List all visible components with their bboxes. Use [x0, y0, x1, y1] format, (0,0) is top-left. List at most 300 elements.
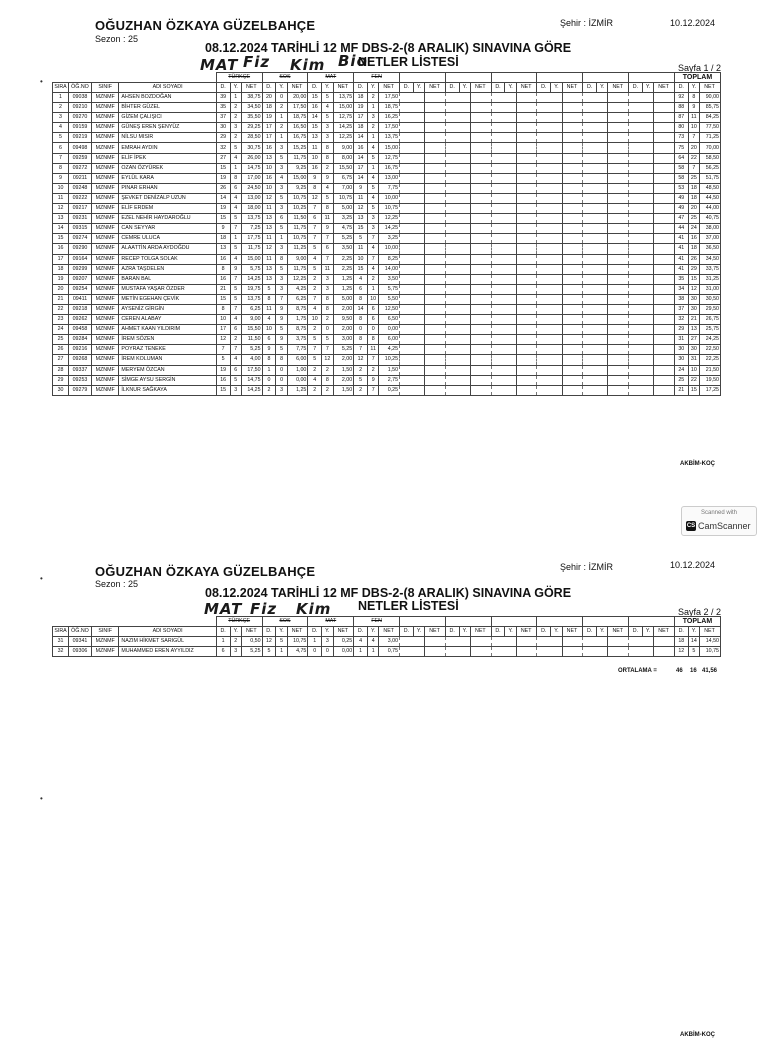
- empty-cell: [400, 224, 414, 234]
- row-score: 5: [230, 244, 241, 254]
- empty-cell: [597, 204, 608, 214]
- student-row: [53, 335, 721, 345]
- row-score: 4: [367, 173, 378, 183]
- empty-cell: [562, 325, 583, 335]
- empty-cell: [491, 153, 505, 163]
- row-total: 25: [674, 375, 688, 385]
- empty-cell: [642, 365, 653, 375]
- row-score: 1,50: [379, 365, 400, 375]
- empty-cell: [445, 244, 459, 254]
- empty-cell: [471, 143, 492, 153]
- empty-cell: [471, 284, 492, 294]
- empty-cell: [537, 385, 551, 395]
- row-score: 13,75: [333, 93, 354, 103]
- school-name: OĞUZHAN ÖZKAYA GÜZELBAHÇE: [95, 564, 316, 579]
- row-sinif: MZNMF: [91, 143, 118, 153]
- empty-cell: [425, 355, 446, 365]
- row-score: 0: [276, 93, 287, 103]
- column-header-net: NET: [333, 83, 354, 93]
- empty-cell: [562, 284, 583, 294]
- row-score: 5: [262, 647, 276, 657]
- empty-cell: [459, 244, 470, 254]
- empty-cell: [471, 385, 492, 395]
- empty-cell: [413, 325, 424, 335]
- empty-cell: [597, 193, 608, 203]
- row-score: 5,75: [379, 284, 400, 294]
- empty-cell: [654, 93, 675, 103]
- empty-cell: [562, 93, 583, 103]
- row-score: 10: [262, 183, 276, 193]
- row-sinif: MZNMF: [91, 284, 118, 294]
- row-score: 7: [230, 304, 241, 314]
- row-score: 11,25: [287, 244, 308, 254]
- empty-cell: [400, 345, 414, 355]
- row-score: 2: [308, 325, 322, 335]
- empty-cell: [654, 637, 675, 647]
- empty-cell: [551, 153, 562, 163]
- row-score: 2: [230, 335, 241, 345]
- empty-cell: [629, 173, 643, 183]
- row-total: 47: [674, 214, 688, 224]
- empty-cell: [491, 365, 505, 375]
- row-score: 3: [322, 274, 333, 284]
- column-header-net: NET: [700, 627, 721, 637]
- row-score: 4: [367, 193, 378, 203]
- column-header-y: Y.: [322, 627, 333, 637]
- empty-cell: [413, 163, 424, 173]
- empty-cell: [583, 204, 597, 214]
- empty-cell: [425, 294, 446, 304]
- row-score: 5,75: [241, 264, 262, 274]
- row-score: 13,75: [241, 214, 262, 224]
- empty-cell: [491, 274, 505, 284]
- row-score: 3,00: [379, 637, 400, 647]
- row-score: 1: [262, 365, 276, 375]
- empty-cell: [551, 193, 562, 203]
- empty-cell: [459, 385, 470, 395]
- row-sinif: MZNMF: [91, 93, 118, 103]
- row-sinif: MZNMF: [91, 274, 118, 284]
- column-header-d: D.: [216, 627, 230, 637]
- empty-cell: [491, 234, 505, 244]
- row-score: 7: [308, 234, 322, 244]
- row-score: 4: [367, 637, 378, 647]
- empty-cell: [400, 234, 414, 244]
- empty-cell: [516, 325, 537, 335]
- empty-cell: [491, 304, 505, 314]
- empty-cell: [629, 335, 643, 345]
- empty-cell: [505, 274, 516, 284]
- row-score: 0: [276, 375, 287, 385]
- row-total: 31,00: [700, 284, 721, 294]
- empty-cell: [642, 304, 653, 314]
- row-score: 4: [230, 193, 241, 203]
- empty-cell: [425, 93, 446, 103]
- row-score: 20: [262, 93, 276, 103]
- row-total: 30: [688, 294, 699, 304]
- empty-cell: [597, 153, 608, 163]
- row-total: 8: [688, 93, 699, 103]
- empty-cell: [642, 335, 653, 345]
- empty-cell: [629, 143, 643, 153]
- row-score: 6: [322, 244, 333, 254]
- row-score: 2,00: [333, 304, 354, 314]
- row-score: 9: [216, 224, 230, 234]
- row-score: 5: [276, 637, 287, 647]
- row-name: POYRAZ TENEKE: [119, 345, 216, 355]
- empty-cell: [629, 133, 643, 143]
- empty-cell: [516, 244, 537, 254]
- row-ogno: 09274: [69, 234, 92, 244]
- row-total: 12: [674, 647, 688, 657]
- empty-cell: [516, 294, 537, 304]
- row-score: 8,00: [333, 153, 354, 163]
- row-sinif: MZNMF: [91, 133, 118, 143]
- row-score: 8: [276, 355, 287, 365]
- row-score: 7: [322, 345, 333, 355]
- empty-cell: [425, 254, 446, 264]
- row-name: ALAATTİN ARDA AYDOĞDU: [119, 244, 216, 254]
- row-score: 5: [230, 375, 241, 385]
- row-score: 27: [216, 153, 230, 163]
- empty-cell: [537, 143, 551, 153]
- row-score: 7: [230, 224, 241, 234]
- student-row: [53, 274, 721, 284]
- row-total: 29: [674, 325, 688, 335]
- row-name: AHSEN BOZDOĞAN: [119, 93, 216, 103]
- empty-cell: [459, 284, 470, 294]
- row-score: 2: [230, 113, 241, 123]
- row-total: 15: [688, 385, 699, 395]
- row-score: 6,25: [241, 304, 262, 314]
- subject-header: TÜRKÇE: [216, 617, 262, 627]
- row-score: 15: [308, 93, 322, 103]
- row-ogno: 09337: [69, 365, 92, 375]
- empty-cell: [642, 193, 653, 203]
- empty-cell: [400, 163, 414, 173]
- empty-cell: [413, 214, 424, 224]
- empty-cell: [471, 183, 492, 193]
- empty-cell: [583, 113, 597, 123]
- empty-cell: [459, 375, 470, 385]
- empty-cell: [537, 315, 551, 325]
- row-score: 17: [262, 123, 276, 133]
- row-score: 1: [230, 93, 241, 103]
- row-total: 85,75: [700, 103, 721, 113]
- row-score: 13: [262, 264, 276, 274]
- empty-cell: [654, 123, 675, 133]
- list-title: NETLER LİSTESİ: [358, 599, 459, 613]
- row-name: AZRA TAŞDELEN: [119, 264, 216, 274]
- row-score: 17: [354, 163, 368, 173]
- empty-cell: [413, 103, 424, 113]
- row-sira: 28: [53, 365, 69, 375]
- row-ogno: 09207: [69, 274, 92, 284]
- row-score: 14,00: [379, 264, 400, 274]
- empty-cell: [400, 355, 414, 365]
- row-score: 8: [322, 204, 333, 214]
- empty-cell: [642, 103, 653, 113]
- empty-cell: [537, 325, 551, 335]
- row-score: 1: [308, 637, 322, 647]
- empty-cell: [551, 143, 562, 153]
- student-row: [53, 637, 721, 647]
- row-total: 34: [674, 284, 688, 294]
- row-total: 80: [674, 123, 688, 133]
- empty-cell: [459, 345, 470, 355]
- empty-cell: [400, 304, 414, 314]
- row-score: 0: [354, 325, 368, 335]
- empty-cell: [583, 637, 597, 647]
- empty-cell: [654, 234, 675, 244]
- empty-cell: [608, 284, 629, 294]
- row-score: 18: [262, 103, 276, 113]
- empty-cell: [459, 294, 470, 304]
- row-score: 1: [367, 133, 378, 143]
- row-total: 49: [674, 204, 688, 214]
- column-header-d: D.: [537, 627, 551, 637]
- row-total: 14: [688, 637, 699, 647]
- row-score: 5: [276, 224, 287, 234]
- empty-cell: [597, 173, 608, 183]
- empty-cell: [642, 264, 653, 274]
- empty-cell: [562, 244, 583, 254]
- row-score: 13,75: [241, 294, 262, 304]
- sheet-page-2: [0, 548, 768, 1038]
- empty-cell: [459, 637, 470, 647]
- empty-cell: [597, 304, 608, 314]
- row-score: 10,00: [379, 244, 400, 254]
- empty-cell: [597, 244, 608, 254]
- row-total: 34,50: [700, 254, 721, 264]
- empty-cell: [642, 254, 653, 264]
- empty-cell: [551, 173, 562, 183]
- row-score: 2: [308, 365, 322, 375]
- row-score: 4: [230, 355, 241, 365]
- empty-cell: [516, 355, 537, 365]
- column-header-d: D.: [308, 627, 322, 637]
- empty-cell: [562, 345, 583, 355]
- empty-cell: [608, 204, 629, 214]
- subject-header: MAT: [308, 617, 354, 627]
- row-score: 6: [308, 214, 322, 224]
- empty-cell: [551, 113, 562, 123]
- row-ogno: 09268: [69, 355, 92, 365]
- column-header-y: Y.: [276, 83, 287, 93]
- row-total: 20: [688, 143, 699, 153]
- row-sinif: MZNMF: [91, 234, 118, 244]
- row-score: 7: [367, 385, 378, 395]
- empty-cell: [608, 163, 629, 173]
- empty-cell: [583, 143, 597, 153]
- row-score: 0,75: [379, 647, 400, 657]
- empty-cell: [537, 163, 551, 173]
- row-total: 22,50: [700, 345, 721, 355]
- row-score: 11: [262, 254, 276, 264]
- empty-cell: [562, 183, 583, 193]
- empty-cell: [491, 163, 505, 173]
- empty-cell: [583, 224, 597, 234]
- row-name: RECEP TOLGA SOLAK: [119, 254, 216, 264]
- report-date: 10.12.2024: [670, 18, 716, 28]
- row-score: 5: [308, 335, 322, 345]
- row-score: 10: [216, 315, 230, 325]
- empty-cell: [413, 315, 424, 325]
- row-score: 2,00: [333, 375, 354, 385]
- empty-cell: [471, 153, 492, 163]
- row-score: 2: [322, 315, 333, 325]
- empty-cell: [654, 153, 675, 163]
- empty-cell: [562, 385, 583, 395]
- row-score: 4: [308, 375, 322, 385]
- empty-cell: [537, 294, 551, 304]
- row-score: 4,75: [333, 224, 354, 234]
- empty-cell: [413, 264, 424, 274]
- empty-cell: [459, 274, 470, 284]
- empty-cell: [654, 193, 675, 203]
- row-score: 15,25: [287, 143, 308, 153]
- empty-cell: [445, 153, 459, 163]
- row-score: 5: [276, 345, 287, 355]
- row-sinif: MZNMF: [91, 315, 118, 325]
- row-total: 12: [688, 284, 699, 294]
- row-score: 7: [230, 274, 241, 284]
- row-score: 8: [216, 304, 230, 314]
- empty-cell: [562, 193, 583, 203]
- row-sinif: MZNMF: [91, 204, 118, 214]
- row-score: 7: [308, 224, 322, 234]
- row-score: 9,25: [287, 183, 308, 193]
- row-score: 2,00: [333, 355, 354, 365]
- row-score: 0,50: [241, 637, 262, 647]
- column-header-d: D.: [216, 83, 230, 93]
- row-score: 28,50: [241, 133, 262, 143]
- row-score: 7,25: [241, 224, 262, 234]
- empty-cell: [583, 234, 597, 244]
- row-score: 8: [262, 355, 276, 365]
- empty-cell: [583, 325, 597, 335]
- row-score: 12: [354, 204, 368, 214]
- empty-cell: [491, 204, 505, 214]
- empty-cell: [537, 335, 551, 345]
- empty-cell: [491, 315, 505, 325]
- row-score: 5: [276, 325, 287, 335]
- empty-cell: [562, 315, 583, 325]
- row-score: 11: [322, 264, 333, 274]
- column-header-d: D.: [629, 627, 643, 637]
- row-score: 2: [230, 103, 241, 113]
- empty-cell: [445, 133, 459, 143]
- empty-cell: [505, 113, 516, 123]
- row-total: 17,25: [700, 385, 721, 395]
- row-score: 17,50: [287, 103, 308, 113]
- row-score: 8: [322, 304, 333, 314]
- empty-cell: [491, 375, 505, 385]
- row-sira: 1: [53, 93, 69, 103]
- row-score: 4: [367, 264, 378, 274]
- row-sira: 23: [53, 315, 69, 325]
- row-total: 30: [674, 345, 688, 355]
- empty-cell: [491, 133, 505, 143]
- row-total: 31: [688, 355, 699, 365]
- empty-cell: [642, 173, 653, 183]
- row-total: 25,75: [700, 325, 721, 335]
- row-score: 14,25: [241, 274, 262, 284]
- row-name: EYLÜL KARA: [119, 173, 216, 183]
- city-label: Şehir : İZMİR: [560, 18, 614, 28]
- row-total: 30: [674, 355, 688, 365]
- empty-cell: [516, 103, 537, 113]
- empty-cell: [537, 375, 551, 385]
- row-total: 9: [688, 103, 699, 113]
- row-score: 9: [276, 335, 287, 345]
- empty-cell: [654, 335, 675, 345]
- row-total: 5: [688, 647, 699, 657]
- row-score: 16,50: [287, 123, 308, 133]
- row-score: 12: [354, 355, 368, 365]
- row-ogno: 09341: [69, 637, 92, 647]
- row-total: 40,75: [700, 214, 721, 224]
- row-sira: 22: [53, 304, 69, 314]
- empty-cell: [597, 335, 608, 345]
- row-score: 13,00: [379, 173, 400, 183]
- empty-cell: [654, 244, 675, 254]
- empty-cell: [413, 355, 424, 365]
- empty-cell: [425, 274, 446, 284]
- empty-cell: [654, 163, 675, 173]
- row-score: 13: [308, 133, 322, 143]
- row-ogno: 09254: [69, 284, 92, 294]
- empty-cell: [400, 103, 414, 113]
- empty-cell: [537, 193, 551, 203]
- empty-cell: [608, 234, 629, 244]
- row-score: 4: [308, 304, 322, 314]
- student-row: [53, 325, 721, 335]
- empty-cell: [597, 647, 608, 657]
- empty-cell: [608, 183, 629, 193]
- row-total: 30: [688, 304, 699, 314]
- empty-cell: [459, 264, 470, 274]
- row-sinif: MZNMF: [91, 173, 118, 183]
- row-score: 30: [216, 123, 230, 133]
- empty-cell: [551, 133, 562, 143]
- column-header-y: Y.: [642, 627, 653, 637]
- row-score: 37: [216, 113, 230, 123]
- empty-cell: [597, 103, 608, 113]
- column-header-net: NET: [516, 627, 537, 637]
- row-sira: 4: [53, 123, 69, 133]
- empty-cell: [562, 304, 583, 314]
- row-total: 41: [674, 234, 688, 244]
- empty-cell: [654, 204, 675, 214]
- empty-cell: [471, 93, 492, 103]
- row-score: 2,25: [333, 264, 354, 274]
- row-score: 7: [367, 234, 378, 244]
- handwriting-mat: MAT: [200, 56, 239, 74]
- empty-cell: [629, 204, 643, 214]
- row-score: 2: [276, 123, 287, 133]
- empty-cell: [459, 153, 470, 163]
- row-score: 17,50: [379, 93, 400, 103]
- row-score: 12: [262, 244, 276, 254]
- empty-cell: [597, 284, 608, 294]
- empty-cell: [505, 214, 516, 224]
- empty-cell: [445, 647, 459, 657]
- empty-cell: [505, 143, 516, 153]
- row-score: 1: [276, 234, 287, 244]
- student-row: [53, 204, 721, 214]
- empty-cell: [505, 224, 516, 234]
